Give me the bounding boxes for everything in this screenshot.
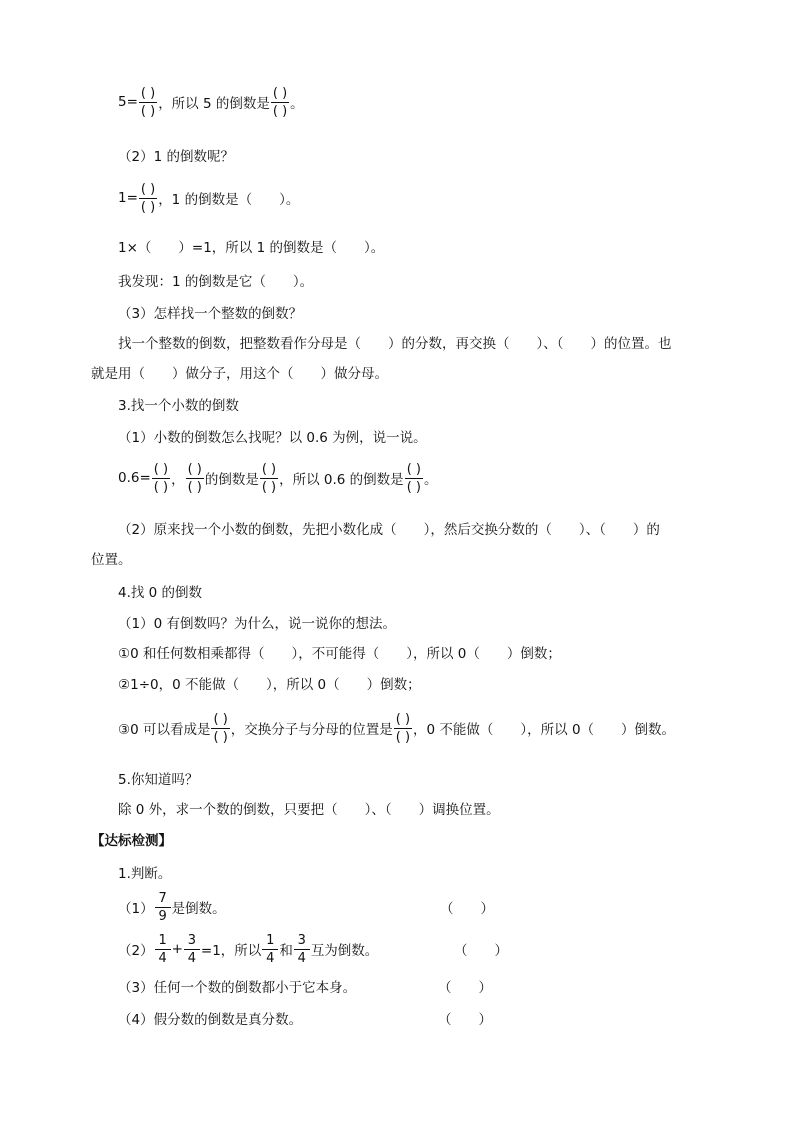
question-2 xyxy=(118,135,234,175)
text: ，1 的倒数是（ ）。 xyxy=(158,192,300,208)
text: （2）原来找一个小数的倒数，先把小数化成（ ），然后交换分数的（ ）、（ ）的 xyxy=(118,522,660,538)
text: 。 xyxy=(290,96,304,112)
text: 4.找 0 的倒数 xyxy=(118,585,203,601)
line-17 xyxy=(118,663,421,703)
text: （ ） xyxy=(438,1012,492,1028)
text: 1= xyxy=(118,190,138,206)
judge-item-4 xyxy=(118,998,302,1038)
text: 是倒数。 xyxy=(171,901,226,917)
text: 1×（ ）=1，所以 1 的倒数是（ ）。 xyxy=(118,240,385,256)
text: 和 xyxy=(279,943,293,959)
answer-blank-4[interactable] xyxy=(438,998,492,1038)
judge-item-2 xyxy=(118,929,378,969)
text: ，所以 0.6 的倒数是 xyxy=(279,472,404,488)
text: 互为倒数。 xyxy=(310,943,379,959)
fraction-blank: $\frac{( )}{( )}$ xyxy=(140,85,156,119)
fraction-blank: $\frac{( )}{( )}$ xyxy=(213,711,228,745)
fraction: $\frac{7}{9}$ xyxy=(155,890,171,925)
text: （1）0 有倒数吗？为什么，说一说你的想法。 xyxy=(118,616,396,632)
answer-blank-2[interactable] xyxy=(454,929,508,969)
text: ②1÷0，0 不能做（ ），所以 0（ ）倒数； xyxy=(118,677,421,693)
text: ，交换分子与分母的位置是 xyxy=(230,722,393,738)
text: （3）任何一个数的倒数都小于它本身。 xyxy=(118,980,357,996)
text: ，所以 5 的倒数是 xyxy=(158,96,270,112)
text: （4）假分数的倒数是真分数。 xyxy=(118,1012,303,1028)
equation-line-5 xyxy=(118,82,304,122)
line-20 xyxy=(118,788,500,828)
text: ， xyxy=(171,472,185,488)
text: 3.找一个小数的倒数 xyxy=(118,398,239,414)
text: （ ） xyxy=(440,901,494,917)
text: （1）小数的倒数怎么找呢？以 0.6 为例，说一说。 xyxy=(118,430,427,446)
line-12 xyxy=(118,508,660,548)
judge-item-1 xyxy=(118,887,226,927)
text: 就是用（ ）做分子，用这个（ ）做分母。 xyxy=(91,366,388,382)
text: （3）怎样找一个整数的倒数？ xyxy=(118,306,303,322)
fraction-blank: $\frac{( )}{( )}$ xyxy=(153,461,169,495)
text: 1.判断。 xyxy=(118,866,172,882)
fraction: $\frac{1}{4}$ xyxy=(155,932,171,967)
text: 位置。 xyxy=(91,552,132,568)
text: 5.你知道吗？ xyxy=(118,772,199,788)
text: =1，所以 xyxy=(200,943,262,959)
text: ，0 不能做（ ），所以 0（ ）倒数。 xyxy=(413,722,676,738)
judge-heading xyxy=(118,852,171,892)
text: （ ） xyxy=(438,980,492,996)
fraction: $\frac{3}{4}$ xyxy=(184,932,200,967)
fraction-blank: $\frac{( )}{( )}$ xyxy=(395,711,411,745)
equation-line-1 xyxy=(118,178,299,218)
fraction: $\frac{1}{4}$ xyxy=(262,932,278,967)
text: + xyxy=(171,941,183,957)
fraction-blank: $\frac{( )}{( )}$ xyxy=(406,461,421,495)
text: 的倒数是 xyxy=(204,472,259,488)
equation-line-0-6 xyxy=(118,458,437,498)
answer-blank-1[interactable] xyxy=(440,887,494,927)
fraction-blank: $\frac{( )}{( )}$ xyxy=(187,461,202,495)
text: ③0 可以看成是 xyxy=(118,722,211,738)
text: （1） xyxy=(118,901,154,917)
line-18 xyxy=(118,708,675,748)
text: ①0 和任何数相乘都得（ ），不可能得（ ），所以 0（ ）倒数； xyxy=(118,646,561,662)
fraction-blank: $\frac{( )}{( )}$ xyxy=(272,85,288,119)
text: 0.6= xyxy=(118,470,151,486)
text: 5= xyxy=(118,94,138,110)
fraction-blank: $\frac{( )}{( )}$ xyxy=(261,461,277,495)
text: （ ） xyxy=(454,943,508,959)
fraction-blank: $\frac{( )}{( )}$ xyxy=(140,181,156,215)
text: （2）1 的倒数呢？ xyxy=(118,149,234,165)
text: 。 xyxy=(423,472,438,488)
text: 找一个整数的倒数，把整数看作分母是（ ）的分数，再交换（ ）、（ ）的位置。也 xyxy=(118,336,672,352)
text: 【达标检测】 xyxy=(91,833,172,849)
text: 我发现：1 的倒数是它（ ）。 xyxy=(118,274,314,290)
text: （2） xyxy=(118,943,154,959)
fraction: $\frac{3}{4}$ xyxy=(294,932,310,967)
line-10 xyxy=(118,416,427,456)
text: 除 0 外，求一个数的倒数，只要把（ ）、（ ）调换位置。 xyxy=(118,802,500,818)
